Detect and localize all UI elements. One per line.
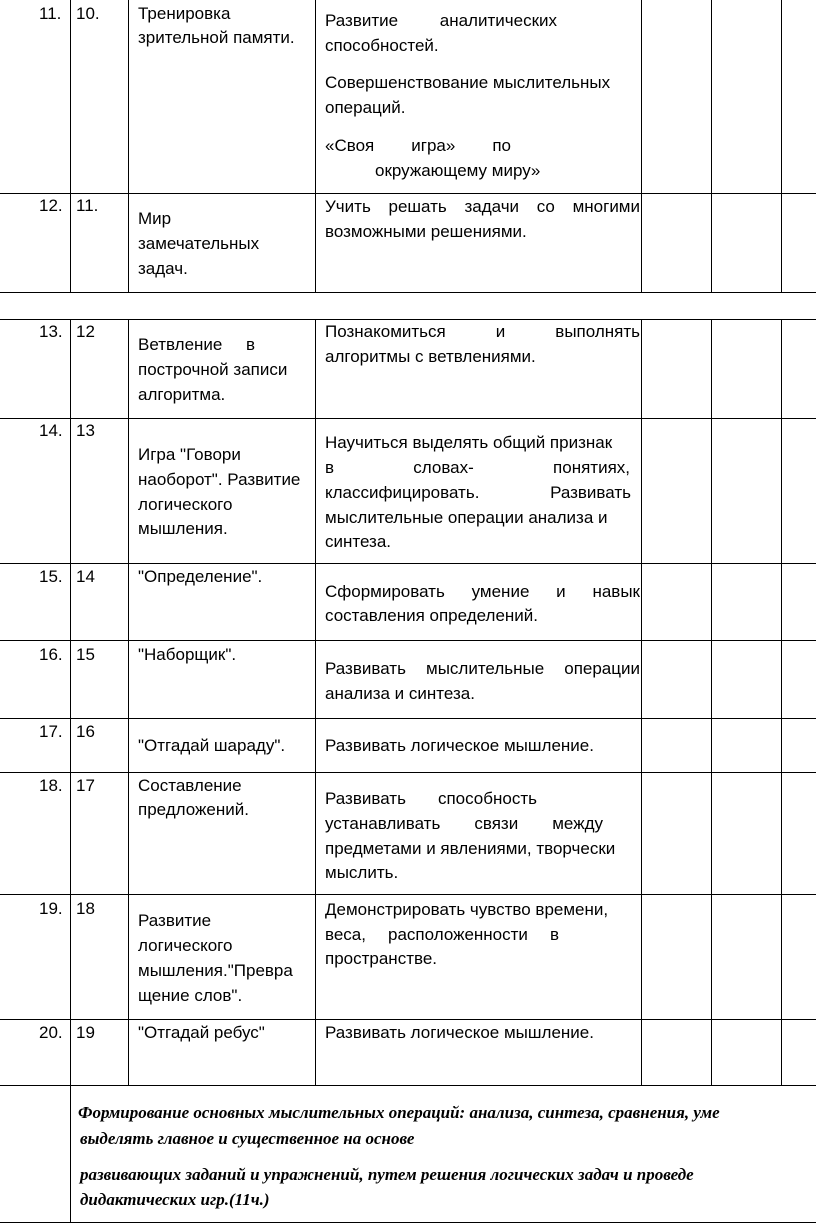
lesson-number: 17 [76,776,95,795]
lesson-number: 15 [76,645,95,664]
goal-line: возможными решениями. [325,222,527,241]
footer-line: Формирование основных мыслительных операций: анализа, синтеза, сравнения, уме [78,1103,720,1122]
goal-line: Демонстрировать чувство времени, [325,900,609,919]
goal-line: операций. [325,98,406,117]
footer-line: развивающих заданий и упражнений, путем решения логических задач и проведе [80,1165,694,1184]
lesson-number: 14 [76,567,95,586]
lesson-number: 13 [76,421,95,440]
topic-line: "Определение". [138,567,263,586]
row-number: 20. [39,1023,63,1042]
topic-line: мышления."Превра [138,961,293,980]
topic-line: логического [138,495,233,514]
goal-line: составления определений. [325,606,539,625]
lesson-number: 16 [76,722,95,741]
topic-line: "Отгадай шараду". [138,736,286,755]
goal-line: окружающему миру» [375,161,541,180]
goal-line: Совершенствование мыслительных [325,73,611,92]
goal-line: синтеза. [325,532,392,551]
topic-line: Игра "Говори [138,445,241,464]
goal-line: Развивать мыслительные операции [325,659,640,678]
topic-line: алгоритма. [138,385,226,404]
lesson-number: 10. [76,4,100,23]
goal-line: способностей. [325,36,439,55]
goal-line: в словах- понятиях, [325,458,630,477]
topic-line: наоборот". Развитие [138,470,301,489]
goal-line: пространстве. [325,949,438,968]
row-number: 18. [39,776,63,795]
goal-line: Развивать логическое мышление. [325,736,594,755]
topic-line: логического [138,936,233,955]
goal-line: Сформировать умение и навык [325,582,640,601]
goal-line: Учить решать задачи со многими [325,197,640,216]
goal-line: устанавливать связи между [325,814,603,833]
row-number: 14. [39,421,63,440]
topic-line: "Наборщик". [138,645,237,664]
goal-line: предметами и явлениями, творчески [325,839,616,858]
topic-line: Мир [138,209,172,228]
goal-line: алгоритмы с ветвлениями. [325,347,536,366]
goal-line: Научиться выделять общий признак [325,433,613,452]
topic-line: мышления. [138,519,228,538]
goal-line: классифицировать. Развивать [325,483,631,502]
goal-line: Развивать способность [325,789,537,808]
topic-line: Развитие [138,911,212,930]
topic-line: Ветвление в [138,335,255,354]
topic-line: Составление [138,776,242,795]
goal-line: Развивать логическое мышление. [325,1023,594,1042]
footer-line: выделять главное и существенное на основе [80,1129,415,1148]
goal-line: анализа и синтеза. [325,684,475,703]
footer-line: дидактических игр.(11ч.) [80,1190,270,1209]
goal-line: Развитие аналитических [325,11,557,30]
lesson-number: 12 [76,322,95,341]
topic-line: предложений. [138,800,249,819]
topic-line: щение слов". [138,986,243,1005]
goal-line: веса, расположенности в [325,925,559,944]
topic-line: замечательных [138,234,260,253]
topic-line: задач. [138,259,188,278]
row-number: 19. [39,899,63,918]
row-number: 17. [39,722,63,741]
topic-line: Тренировка [138,4,231,23]
row-number: 15. [39,567,63,586]
lesson-number: 19 [76,1023,95,1042]
goal-line: Познакомиться и выполнять [325,322,640,341]
row-number: 12. [39,196,63,215]
goal-line: мыслительные операции анализа и [325,508,608,527]
goal-line: «Своя игра» по [325,136,511,155]
topic-line: "Отгадай ребус" [138,1023,265,1042]
row-number: 11. [39,4,62,23]
topic-line: построчной записи [138,360,288,379]
row-number: 13. [39,322,63,341]
goal-line: мыслить. [325,863,399,882]
topic-line: зрительной памяти. [138,28,295,47]
lesson-number: 18 [76,899,95,918]
row-number: 16. [39,645,63,664]
lesson-number: 11. [76,196,99,215]
